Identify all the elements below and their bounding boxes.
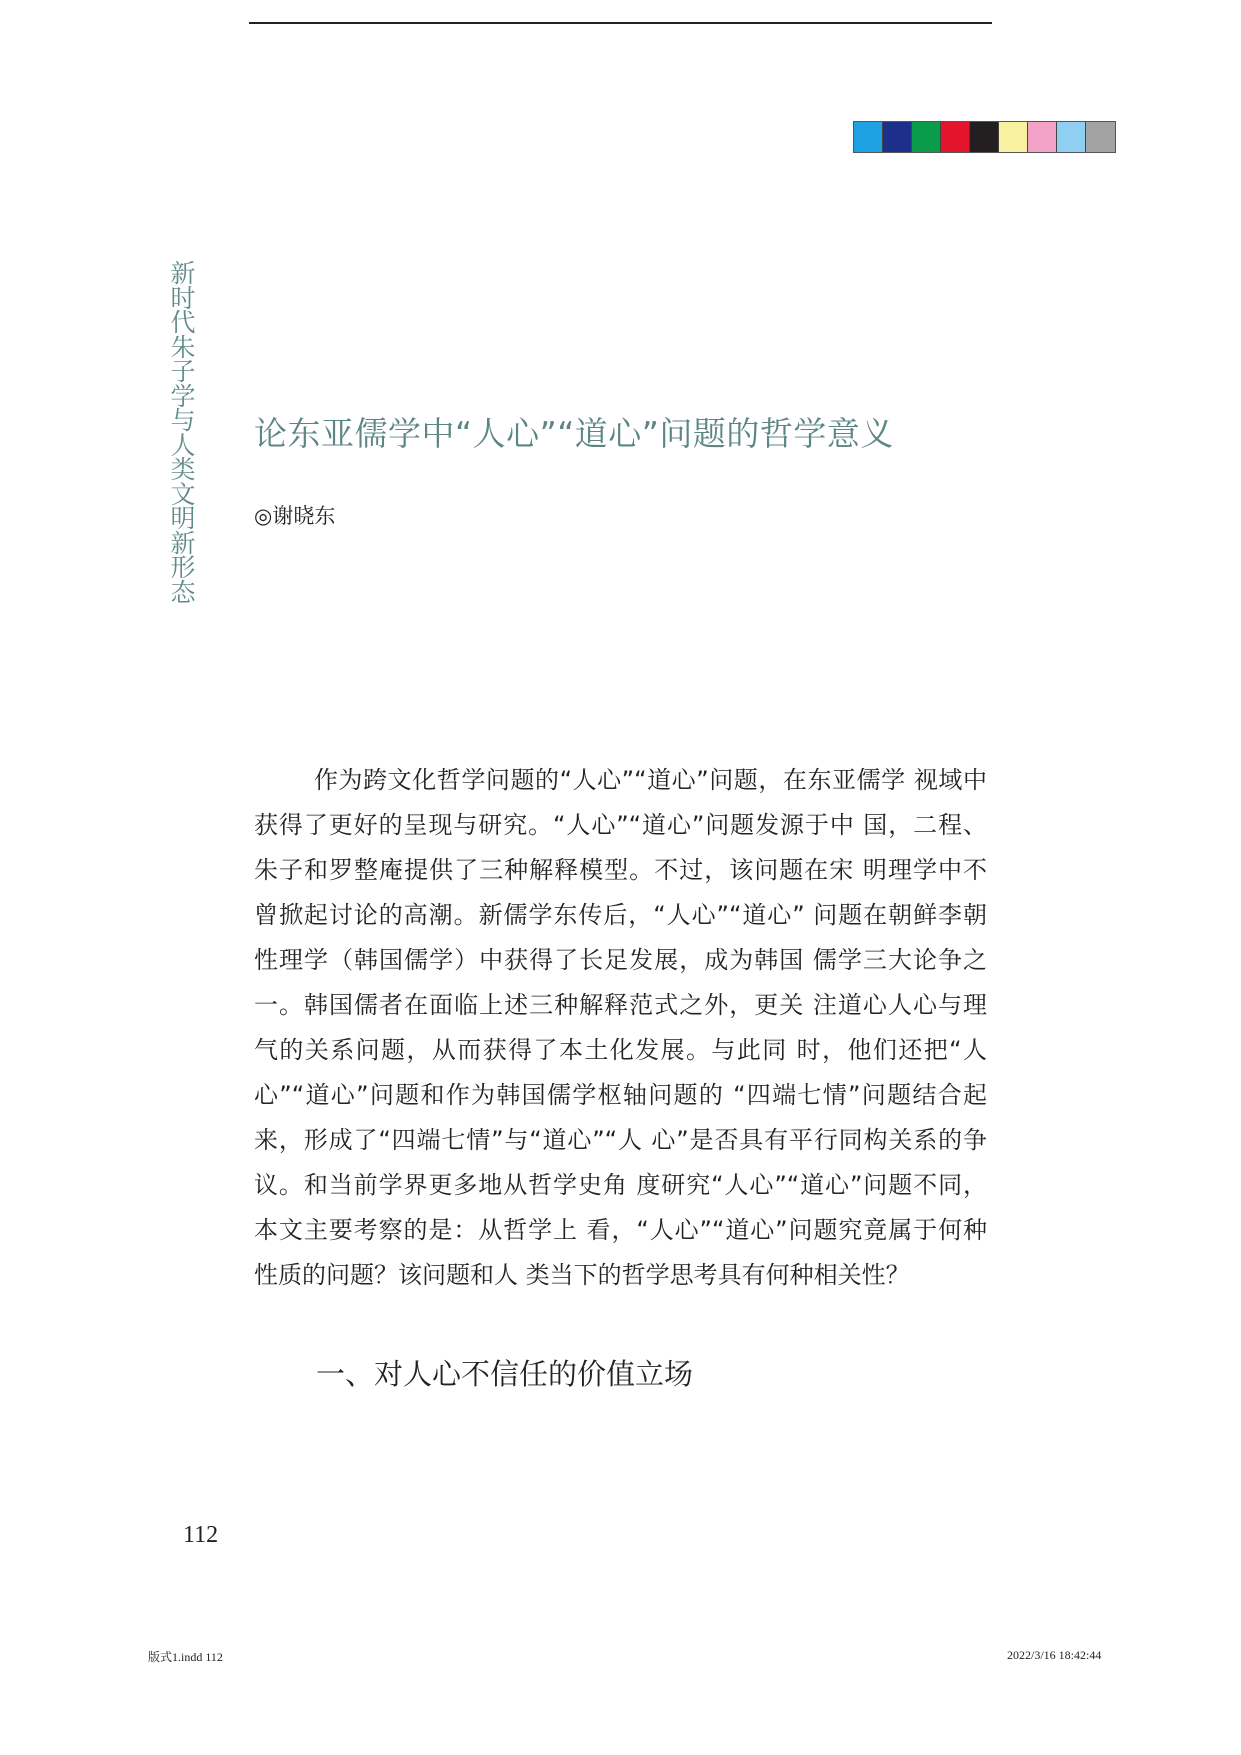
color-swatch	[854, 122, 883, 152]
abstract-line: 获得了更好的呈现与研究。“人心”“道心”问题发源于中 国，二程、	[254, 811, 987, 839]
color-swatch	[970, 122, 999, 152]
abstract-line: 议。和当前学界更多地从哲学史角 度研究“人心”“道心”问题不同，	[254, 1171, 987, 1199]
section-heading: 一、对人心不信任的价值立场	[316, 1357, 694, 1391]
color-swatch	[941, 122, 970, 152]
running-title: 新时代朱子学与人类文明新形态	[170, 259, 196, 607]
abstract-line: 心”“道心”问题和作为韩国儒学枢轴问题的 “四端七情”问题结合起	[254, 1081, 987, 1109]
abstract-line: 朱子和罗整庵提供了三种解释模型。不过，该问题在宋 明理学中不	[254, 856, 987, 884]
footer-timestamp: 2022/3/16 18:42:44	[1007, 1648, 1102, 1662]
color-swatch	[912, 122, 941, 152]
top-rule	[249, 22, 992, 24]
author-byline: ◎谢晓东	[254, 504, 336, 528]
abstract-line: 性质的问题？该问题和人 类当下的哲学思考具有何种相关性？	[254, 1261, 910, 1289]
abstract-line: 性理学（韩国儒学）中获得了长足发展，成为韩国 儒学三大论争之	[254, 946, 987, 974]
color-calibration-bar	[853, 121, 1116, 153]
color-swatch	[1086, 122, 1115, 152]
abstract	[254, 758, 987, 1298]
color-swatch	[999, 122, 1028, 152]
article-title: 论东亚儒学中“人心”“道心”问题的哲学意义	[254, 414, 894, 453]
color-swatch	[1057, 122, 1086, 152]
abstract-line: 本文主要考察的是：从哲学上 看，“人心”“道心”问题究竟属于何种	[254, 1216, 987, 1244]
abstract-line: 一。韩国儒者在面临上述三种解释范式之外，更关 注道心人心与理	[254, 991, 987, 1019]
abstract-line: 来，形成了“四端七情”与“道心”“人 心”是否具有平行同构关系的争	[254, 1126, 987, 1154]
page-number: 112	[183, 1522, 219, 1548]
footer-file-label: 版式1.indd 112	[148, 1650, 223, 1664]
abstract-line: 气的关系问题，从而获得了本土化发展。与此同 时，他们还把“人	[254, 1036, 987, 1064]
abstract-line: 作为跨文化哲学问题的“人心”“道心”问题，在东亚儒学 视域中	[314, 766, 987, 794]
abstract-line: 曾掀起讨论的高潮。新儒学东传后，“人心”“道心” 问题在朝鲜李朝	[254, 901, 987, 929]
color-swatch	[883, 122, 912, 152]
color-swatch	[1028, 122, 1057, 152]
